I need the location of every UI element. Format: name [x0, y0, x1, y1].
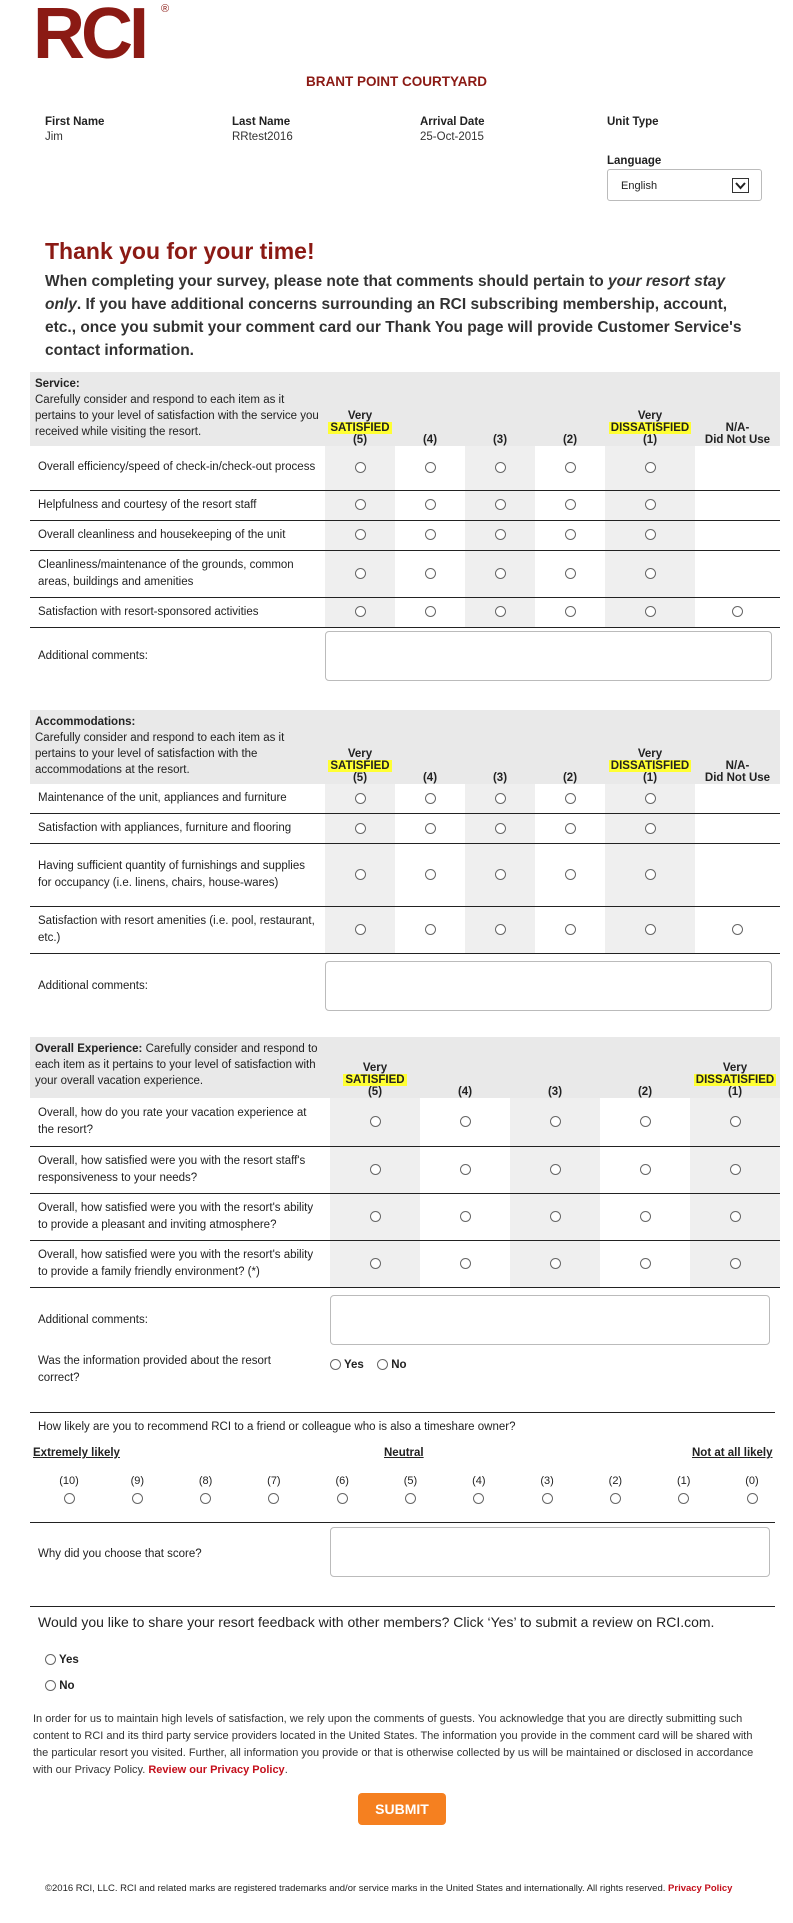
- nps-radio[interactable]: [64, 1493, 75, 1504]
- radio-3[interactable]: [495, 793, 506, 804]
- nps-value-label: (5): [403, 1475, 418, 1487]
- radio-5[interactable]: [355, 499, 366, 510]
- info-correct-no-label: No: [391, 1359, 407, 1371]
- radio-1[interactable]: [645, 869, 656, 880]
- radio-2[interactable]: [640, 1116, 651, 1127]
- nps-radio[interactable]: [132, 1493, 143, 1504]
- radio-3[interactable]: [550, 1116, 561, 1127]
- overall-table: [30, 1037, 780, 1353]
- svg-text:®: ®: [161, 3, 170, 15]
- nps-why-label: Why did you choose that score?: [38, 1548, 202, 1560]
- radio-2[interactable]: [640, 1164, 651, 1175]
- radio-1[interactable]: [645, 529, 656, 540]
- radio-3[interactable]: [495, 462, 506, 473]
- service-comments-input[interactable]: [325, 631, 772, 681]
- nps-scale: [0, 1475, 793, 1515]
- radio-5[interactable]: [355, 606, 366, 617]
- share-yes-option[interactable]: [45, 1654, 79, 1666]
- radio-5[interactable]: [355, 568, 366, 579]
- nps-value-label: (8): [198, 1475, 213, 1487]
- info-correct-yes-radio[interactable]: [330, 1359, 341, 1370]
- radio-3[interactable]: [495, 924, 506, 935]
- nps-radio[interactable]: [473, 1493, 484, 1504]
- nps-why-input[interactable]: [330, 1527, 770, 1577]
- nps-radio[interactable]: [200, 1493, 211, 1504]
- radio-1[interactable]: [645, 823, 656, 834]
- radio-4[interactable]: [425, 499, 436, 510]
- table-row: Cleanliness/maintenance of the grounds, common areas, buildings and amenities: [30, 550, 780, 597]
- info-correct-question: Was the information provided about the resort correct?: [38, 1355, 271, 1384]
- share-no-radio[interactable]: [45, 1680, 56, 1691]
- arrival-date-label: Arrival Date: [420, 116, 485, 128]
- overall-comments-input[interactable]: [330, 1295, 770, 1345]
- radio-2[interactable]: [565, 499, 576, 510]
- radio-5[interactable]: [355, 462, 366, 473]
- table-row: Overall, how satisfied were you with the resort's ability to provide a pleasant and inviting atmosphere?: [30, 1193, 780, 1240]
- share-no-label: No: [59, 1680, 75, 1692]
- nps-value-label: (10): [59, 1475, 79, 1487]
- table-row: Helpfulness and courtesy of the resort staff: [30, 490, 780, 520]
- footer: ©2016 RCI, LLC. RCI and related marks are registered trademarks and/or service marks in the United States and internationally. All rights reserved. Privacy Policy: [45, 1883, 733, 1894]
- thank-you-title: Thank you for your time!: [45, 238, 315, 264]
- radio-3[interactable]: [495, 529, 506, 540]
- submit-button[interactable]: SUBMIT: [358, 1793, 446, 1825]
- nps-value-label: (2): [608, 1475, 623, 1487]
- share-question: Would you like to share your resort feedback with other members? Click ‘Yes’ to submit a review on RCI.com.: [38, 1614, 715, 1630]
- nps-radio[interactable]: [542, 1493, 553, 1504]
- radio-2[interactable]: [565, 823, 576, 834]
- radio-5[interactable]: [355, 823, 366, 834]
- first-name-value: Jim: [45, 131, 63, 143]
- radio-3[interactable]: [495, 499, 506, 510]
- radio-2[interactable]: [565, 462, 576, 473]
- radio-1[interactable]: [645, 499, 656, 510]
- accommodations-comments-input[interactable]: [325, 961, 772, 1011]
- overall-desc: Carefully consider and respond to each item as it pertains to your level of satisfaction with your overall vacation experience.: [35, 1043, 318, 1087]
- nps-mid-label: Neutral: [384, 1447, 424, 1459]
- nps-value-label: (4): [472, 1475, 486, 1487]
- radio-2[interactable]: [640, 1211, 651, 1222]
- radio-4[interactable]: [425, 793, 436, 804]
- share-yes-radio[interactable]: [45, 1654, 56, 1665]
- nps-value-label: (6): [335, 1475, 349, 1487]
- accommodations-table: [30, 710, 780, 1018]
- radio-5[interactable]: [355, 793, 366, 804]
- service-title: Service:: [35, 378, 80, 390]
- first-name-label: First Name: [45, 116, 105, 128]
- overall-header: Overall Experience: Carefully consider and respond to each item as it pertains to your level of satisfaction with your overall vacation experience. Very SATISFIED (5) (4) (3) (2) Very DISSATISFIED (1): [30, 1037, 780, 1098]
- radio-5[interactable]: [355, 924, 366, 935]
- language-value: English: [621, 180, 658, 192]
- radio-1[interactable]: [730, 1116, 741, 1127]
- radio-3[interactable]: [495, 606, 506, 617]
- resort-name: BRANT POINT COURTYARD: [305, 74, 487, 89]
- accommodations-header: Accommodations: Carefully consider and respond to each item as it pertains to your level of satisfaction with the accommodations at the resort. Very SATISFIED (5) (4) (3) (2) Very DISSATISFIED (1) N/A- Did Not Use: [30, 710, 780, 784]
- disclaimer: In order for us to maintain high levels of satisfaction, we rely upon the comments of guests. You acknowledge that you are directly submitting such content to RCI and its third party service providers located in the United States. The information you provide in the comment card will be shared with the particular resort you visited. Further, all information you provide or that is otherwise collected by us will be maintained or disclosed in accordance with our Privacy Policy. Review our Privacy Policy.: [33, 1713, 754, 1776]
- radio-5[interactable]: [370, 1211, 381, 1222]
- radio-5[interactable]: [355, 869, 366, 880]
- radio-3[interactable]: [550, 1258, 561, 1269]
- radio-4[interactable]: [460, 1258, 471, 1269]
- info-correct-options: [330, 1359, 407, 1371]
- table-row: Overall efficiency/speed of check-in/check-out process: [30, 446, 780, 490]
- comments-row: Additional comments:: [30, 1287, 780, 1353]
- info-correct-no-radio[interactable]: [377, 1359, 388, 1370]
- accommodations-title: Accommodations:: [35, 716, 136, 728]
- nps-value-label: (0): [745, 1475, 759, 1487]
- radio-2[interactable]: [565, 529, 576, 540]
- nps-value-label: (3): [540, 1475, 554, 1487]
- radio-2[interactable]: [565, 793, 576, 804]
- table-row: Overall cleanliness and housekeeping of the unit: [30, 520, 780, 550]
- accommodations-desc: Carefully consider and respond to each item as it pertains to your level of satisfaction with the accommodations at the resort.: [35, 732, 285, 776]
- nps-radio[interactable]: [405, 1493, 416, 1504]
- radio-2[interactable]: [565, 924, 576, 935]
- radio-1[interactable]: [730, 1211, 741, 1222]
- radio-4[interactable]: [425, 529, 436, 540]
- nps-value-label: (9): [130, 1475, 145, 1487]
- radio-1[interactable]: [645, 462, 656, 473]
- radio-4[interactable]: [425, 462, 436, 473]
- share-no-option[interactable]: [45, 1680, 75, 1692]
- service-header: Service: Carefully consider and respond to each item as it pertains to your level of satisfaction with the service you received while visiting the resort. Very SATISFIED (5) (4) (3) (2) Very DISSATISFIED (1) N/A- Did Not Use: [30, 372, 780, 446]
- radio-4[interactable]: [425, 869, 436, 880]
- nps-right-label: Not at all likely: [692, 1447, 773, 1459]
- radio-5[interactable]: [370, 1258, 381, 1269]
- radio-na[interactable]: [732, 924, 743, 935]
- radio-1[interactable]: [645, 568, 656, 579]
- divider: [30, 1522, 775, 1523]
- unit-type-label: Unit Type: [607, 116, 659, 128]
- radio-3[interactable]: [550, 1211, 561, 1222]
- nps-value-label: (1): [676, 1475, 691, 1487]
- privacy-policy-link[interactable]: Review our Privacy Policy: [148, 1764, 285, 1776]
- svg-text:RCI: RCI: [33, 0, 145, 62]
- radio-1[interactable]: [730, 1258, 741, 1269]
- radio-4[interactable]: [460, 1116, 471, 1127]
- divider: [30, 1606, 775, 1607]
- radio-2[interactable]: [565, 568, 576, 579]
- divider: [30, 1412, 775, 1413]
- table-row: Satisfaction with appliances, furniture and flooring: [30, 814, 780, 844]
- radio-2[interactable]: [565, 869, 576, 880]
- radio-3[interactable]: [495, 823, 506, 834]
- last-name-label: Last Name: [232, 116, 291, 128]
- radio-3[interactable]: [495, 568, 506, 579]
- share-yes-label: Yes: [59, 1654, 79, 1666]
- table-row: Satisfaction with resort amenities (i.e. pool, restaurant, etc.): [30, 907, 780, 954]
- table-row: Maintenance of the unit, appliances and furniture: [30, 784, 780, 814]
- arrival-date-value: 25-Oct-2015: [420, 131, 484, 143]
- radio-4[interactable]: [425, 823, 436, 834]
- nps-left-label: Extremely likely: [33, 1447, 120, 1459]
- nps-radio[interactable]: [268, 1493, 279, 1504]
- radio-1[interactable]: [645, 793, 656, 804]
- comments-row: Additional comments:: [30, 627, 780, 685]
- radio-3[interactable]: [495, 869, 506, 880]
- nps-radio[interactable]: [678, 1493, 689, 1504]
- table-row: Having sufficient quantity of furnishings and supplies for occupancy (i.e. linens, chairs, house-wares): [30, 844, 780, 907]
- radio-2[interactable]: [565, 606, 576, 617]
- radio-2[interactable]: [640, 1258, 651, 1269]
- service-desc: Carefully consider and respond to each item as it pertains to your level of satisfaction with the service you received while visiting the resort.: [35, 394, 319, 438]
- radio-4[interactable]: [425, 606, 436, 617]
- table-row: Overall, how satisfied were you with the resort's ability to provide a family friendly environment? (*): [30, 1240, 780, 1287]
- nps-radio[interactable]: [610, 1493, 621, 1504]
- overall-title: Overall Experience:: [35, 1043, 143, 1055]
- radio-1[interactable]: [730, 1164, 741, 1175]
- nps-question: How likely are you to recommend RCI to a friend or colleague who is also a timeshare owner?: [38, 1421, 516, 1433]
- radio-3[interactable]: [550, 1164, 561, 1175]
- table-row: Overall, how satisfied were you with the resort staff's responsiveness to your needs?: [30, 1146, 780, 1193]
- table-row: Satisfaction with resort-sponsored activities: [30, 597, 780, 627]
- intro-text: When completing your survey, please note that comments should pertain to your resort stay only. If you have additional concerns surrounding an RCI subscribing membership, account, etc., once you submit your comment card our Thank You page will provide Customer Service's contact information.: [45, 273, 742, 359]
- radio-5[interactable]: [370, 1116, 381, 1127]
- language-select[interactable]: [607, 169, 762, 201]
- radio-4[interactable]: [460, 1211, 471, 1222]
- nps-radio[interactable]: [337, 1493, 348, 1504]
- radio-5[interactable]: [370, 1164, 381, 1175]
- radio-4[interactable]: [460, 1164, 471, 1175]
- rci-logo: [33, 0, 173, 62]
- footer-privacy-link[interactable]: Privacy Policy: [668, 1883, 733, 1894]
- nps-radio[interactable]: [747, 1493, 758, 1504]
- last-name-value: RRtest2016: [232, 131, 293, 143]
- radio-1[interactable]: [645, 924, 656, 935]
- nps-value-label: (7): [267, 1475, 281, 1487]
- chevron-down-icon: [732, 178, 749, 193]
- language-label: Language: [607, 155, 662, 167]
- table-row: Overall, how do you rate your vacation experience at the resort?: [30, 1098, 780, 1146]
- radio-5[interactable]: [355, 529, 366, 540]
- radio-4[interactable]: [425, 924, 436, 935]
- info-correct-yes-label: Yes: [344, 1359, 364, 1371]
- comments-row: Additional comments:: [30, 954, 780, 1018]
- radio-4[interactable]: [425, 568, 436, 579]
- service-table: [30, 372, 780, 685]
- radio-1[interactable]: [645, 606, 656, 617]
- radio-na[interactable]: [732, 606, 743, 617]
